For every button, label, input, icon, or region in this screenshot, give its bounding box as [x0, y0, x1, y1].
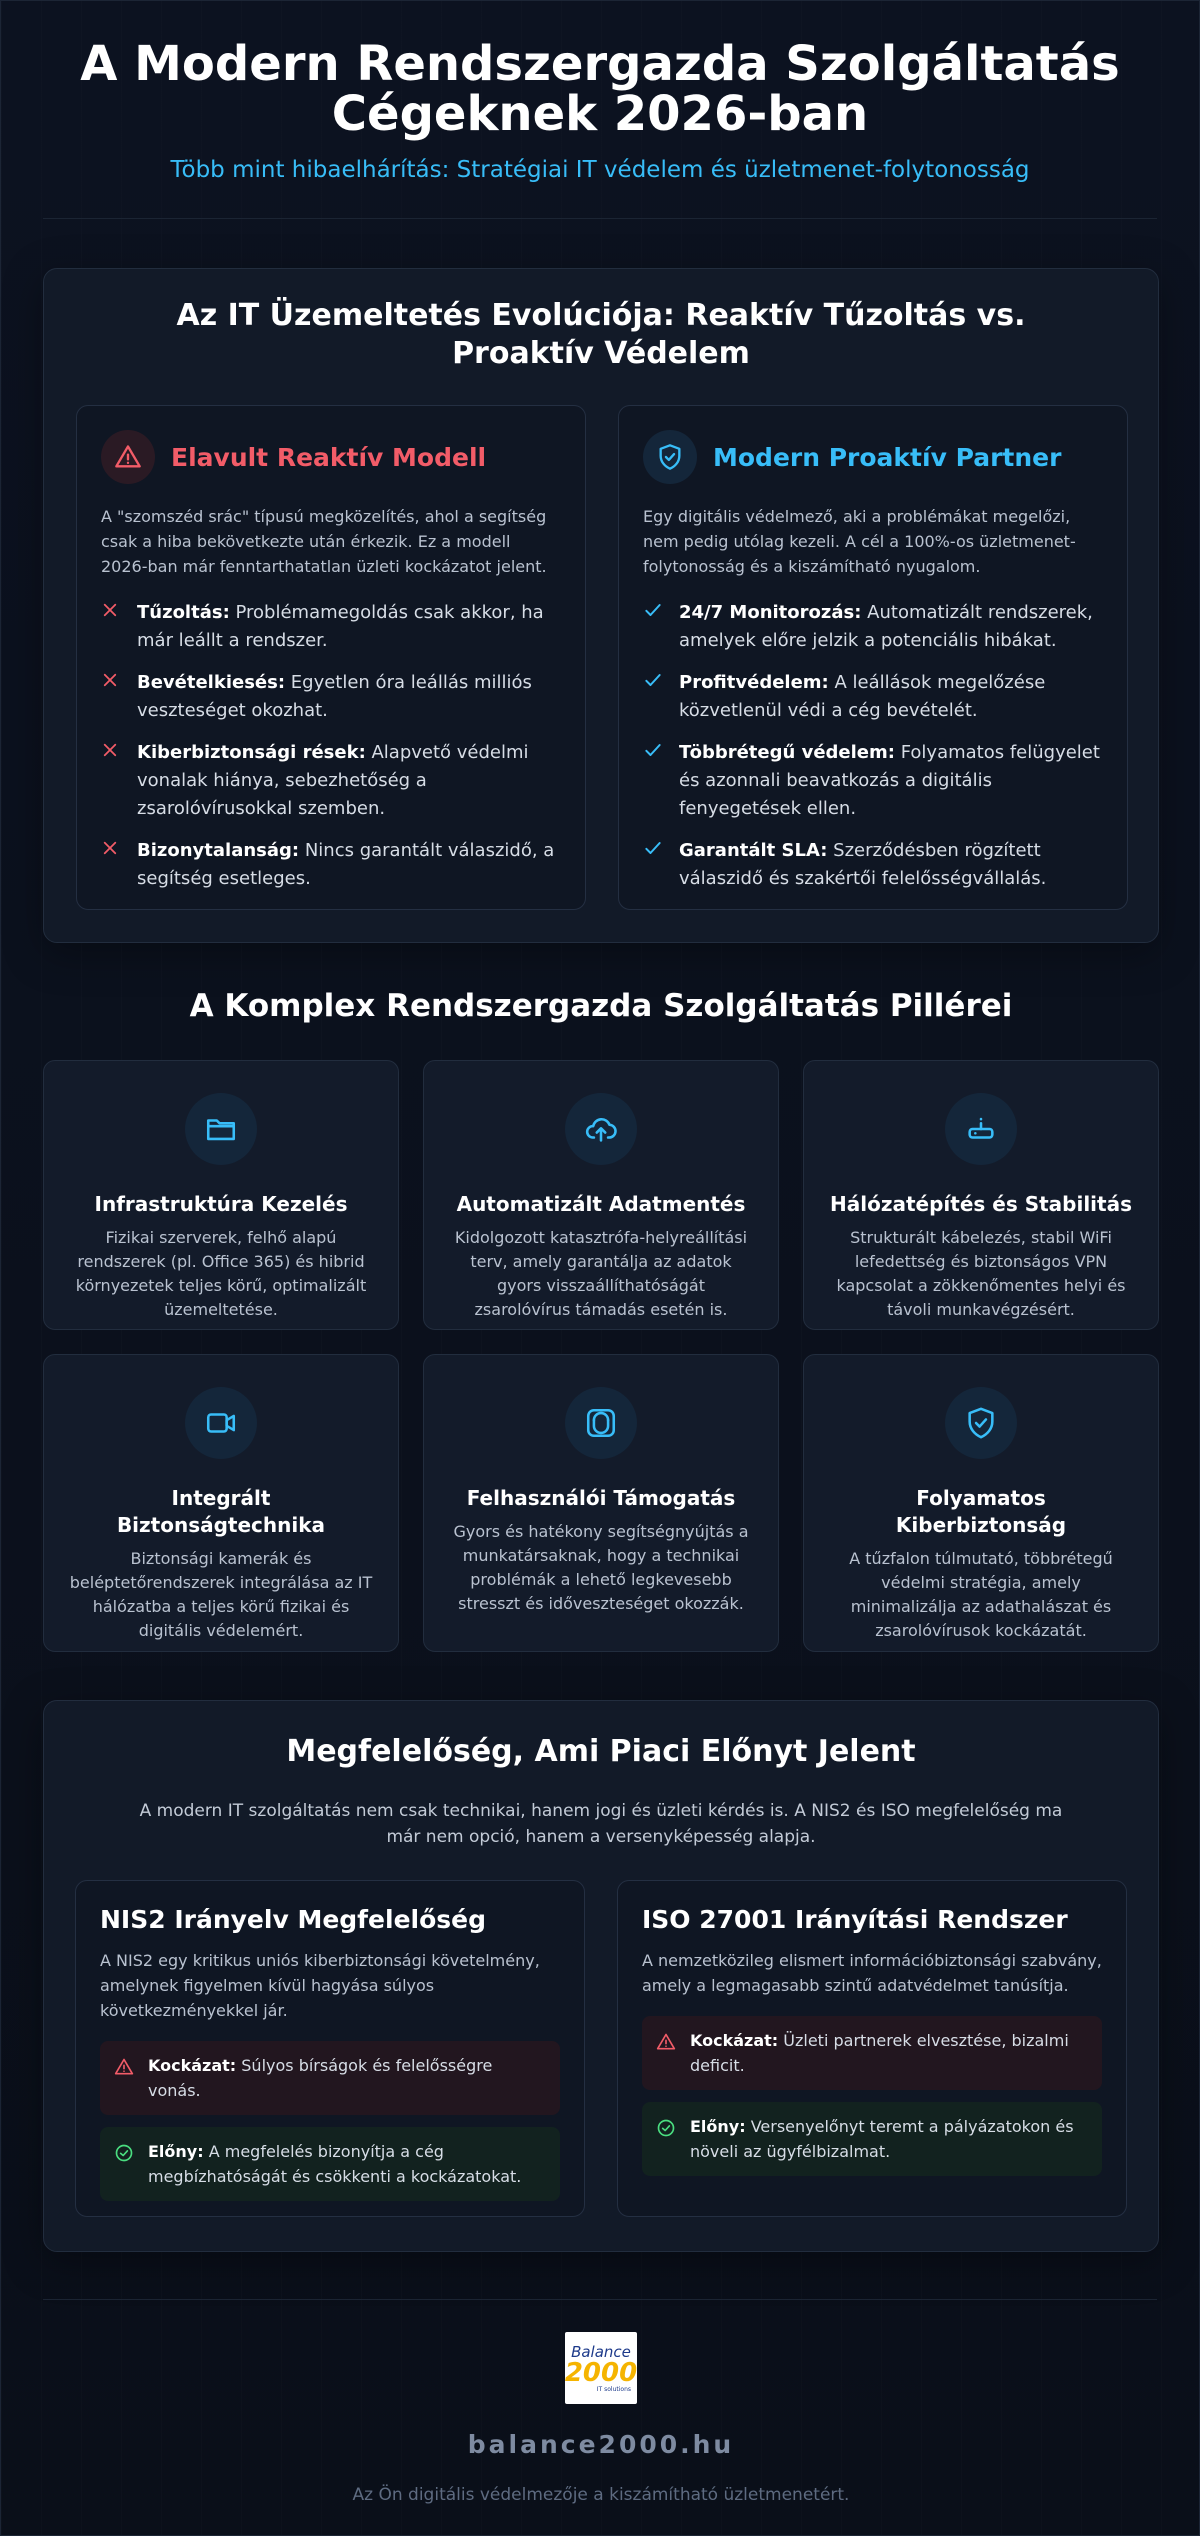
list-item: [101, 837, 561, 893]
iso-card-description: A nemzetközileg elismert információbiztonsági szabvány, amely a legmagasabb szintű adatvédelmet tanúsítja.: [642, 1951, 1102, 1995]
reactive-list: [77, 579, 585, 893]
pillar-card: [803, 1354, 1159, 1652]
benefit-box: [642, 2102, 1102, 2176]
risk-box: [642, 2016, 1102, 2090]
evolution-title: Az IT Üzemeltetés Evolúciója: Reaktív Tűzoltás vs. Proaktív Védelem: [176, 298, 1026, 371]
page-subtitle: Több mint hibaelhárítás: Stratégiai IT védelem és üzletmenet-folytonosság: [170, 157, 1030, 183]
reactive-model-card: [76, 405, 586, 910]
pillar-title: Automatizált Adatmentés: [456, 1192, 746, 1216]
list-item-label: Kiberbiztonsági rések:: [137, 742, 366, 763]
pillar-card: [43, 1060, 399, 1330]
proactive-card-header: [619, 406, 1127, 484]
list-item-label: Tűzoltás:: [137, 602, 230, 623]
logo-text-number: 2000: [564, 2357, 638, 2388]
cloud-upload-icon: [565, 1093, 637, 1165]
list-item-text: Problémamegoldás csak akkor, ha már leállt a rendszer.: [137, 602, 544, 651]
reactive-card-title: Elavult Reaktív Modell: [171, 442, 487, 472]
proactive-card-title: Modern Proaktív Partner: [713, 442, 1062, 472]
pillar-card: [423, 1354, 779, 1652]
pillar-card: [423, 1060, 779, 1330]
list-item-text: Alapvető védelmi vonalak hiánya, sebezhetőség a zsarolóvírusokkal szemben.: [137, 742, 529, 819]
list-item-label: Többrétegű védelem:: [679, 742, 895, 763]
risk-text: Üzleti partnerek elvesztése, bizalmi deficit.: [690, 2031, 1069, 2075]
compliance-title: Megfelelőség, Ami Piaci Előnyt Jelent: [286, 1734, 916, 1769]
benefit-label: Előny:: [690, 2117, 746, 2136]
risk-label: Kockázat:: [690, 2031, 779, 2050]
page-title: A Modern Rendszergazda Szolgáltatás Cégeknek 2026-ban: [80, 36, 1120, 142]
list-item-label: Bizonytalanság:: [137, 840, 300, 861]
nis2-card: [75, 1880, 585, 2217]
proactive-partner-card: [618, 405, 1128, 910]
video-camera-icon: [185, 1387, 257, 1459]
headset-icon: [565, 1387, 637, 1459]
list-item-text: A leállások megelőzése közvetlenül védi a cég bevételét.: [679, 672, 1046, 721]
header: [1, 1, 1199, 183]
x-icon: [101, 837, 137, 893]
list-item-text: Automatizált rendszerek, amelyek előre jelzik a potenciális hibákat.: [679, 602, 1093, 651]
warning-icon: [114, 2053, 148, 2103]
benefit-box: [100, 2127, 560, 2201]
list-item-text: Folyamatos felügyelet és azonnali beavatkozás a digitális fenyegetések ellen.: [679, 742, 1100, 819]
pillar-title: Felhasználói Támogatás: [466, 1486, 736, 1510]
risk-box: [100, 2041, 560, 2115]
list-item: [643, 599, 1103, 655]
proactive-list: [619, 579, 1127, 893]
pillar-card: [803, 1060, 1159, 1330]
footer: [1, 2332, 1200, 2505]
logo-text-top: Balance: [571, 2342, 631, 2361]
list-item-text: Egyetlen óra leállás milliós veszteséget okozhat.: [137, 672, 532, 721]
benefit-label: Előny:: [148, 2142, 204, 2161]
evolution-panel: [43, 268, 1159, 943]
pillar-description: Fizikai szerverek, felhő alapú rendszerek (pl. Office 365) és hibrid környezetek teljes körű, optimalizált üzemeltetése.: [75, 1228, 367, 1319]
pillar-title: Folyamatos Kiberbiztonság: [895, 1486, 1067, 1537]
warning-icon: [101, 430, 155, 484]
list-item-label: Garantált SLA:: [679, 840, 828, 861]
iso27001-card: [617, 1880, 1127, 2217]
shield-check-icon: [945, 1387, 1017, 1459]
list-item-label: 24/7 Monitorozás:: [679, 602, 862, 623]
nis2-card-description: A NIS2 egy kritikus uniós kiberbiztonsági követelmény, amelynek figyelmen kívül hagyása súlyos következményekkel jár.: [100, 1951, 540, 2020]
risk-label: Kockázat:: [148, 2056, 237, 2075]
x-icon: [101, 669, 137, 725]
check-circle-icon: [114, 2139, 148, 2189]
compliance-intro: A modern IT szolgáltatás nem csak technikai, hanem jogi és üzleti kérdés is. A NIS2 és ISO megfelelőség ma már nem opció, hanem a versenyképesség alapja.: [139, 1801, 1063, 1847]
iso-card-title: ISO 27001 Irányítási Rendszer: [642, 1905, 1068, 1934]
pillars-title: A Komplex Rendszergazda Szolgáltatás Pillérei: [189, 988, 1013, 1024]
pillar-title: Integrált Biztonságtechnika: [116, 1486, 326, 1537]
company-logo: [565, 2332, 637, 2404]
list-item-text: Szerződésben rögzített válaszidő és szakértői felelősségvállalás.: [679, 840, 1047, 889]
pillar-description: A tűzfalon túlmutató, többrétegű védelmi stratégia, amely minimalizálja az adathalászat és zsarolóvírusok kockázatát.: [849, 1549, 1113, 1640]
list-item: [643, 739, 1103, 823]
list-item-label: Profitvédelem:: [679, 672, 829, 693]
website-link[interactable]: balance2000.hu: [467, 2430, 735, 2459]
list-item: [101, 599, 561, 655]
risk-text: Súlyos bírságok és felelősségre vonás.: [148, 2056, 493, 2100]
x-icon: [101, 599, 137, 655]
list-item: [643, 669, 1103, 725]
logo-text-tag: IT solutions: [596, 2385, 631, 2393]
footer-divider: [43, 2299, 1157, 2300]
pillar-description: Biztonsági kamerák és beléptetőrendszerek integrálása az IT hálózatba a teljes körű fizikai és digitális védelemért.: [69, 1549, 373, 1640]
pillar-description: Strukturált kábelezés, stabil WiFi lefedettség és biztonságos VPN kapcsolat a zökkenőmentes helyi és távoli munkavégzésért.: [836, 1228, 1126, 1319]
reactive-card-header: [77, 406, 585, 484]
list-item: [643, 837, 1103, 893]
footer-tagline: Az Ön digitális védelmezője a kiszámítható üzletmenetért.: [352, 2485, 850, 2505]
check-icon: [643, 669, 679, 725]
warning-icon: [656, 2028, 690, 2078]
reactive-card-description: A "szomszéd srác" típusú megközelítés, ahol a segítség csak a hiba bekövetkezte után érkezik. Ez a modell 2026-ban már fenntarthatatlan üzleti kockázatot jelent.: [101, 507, 547, 576]
router-icon: [945, 1093, 1017, 1165]
pillar-card: [43, 1354, 399, 1652]
check-icon: [643, 599, 679, 655]
pillar-title: Infrastruktúra Kezelés: [94, 1192, 348, 1216]
nis2-card-title: NIS2 Irányelv Megfelelőség: [100, 1905, 487, 1934]
check-circle-icon: [656, 2114, 690, 2164]
x-icon: [101, 739, 137, 823]
proactive-card-description: Egy digitális védelmező, aki a problémákat megelőzi, nem pedig utólag kezeli. A cél a 100%-os üzletmenet-folytonosság és a kiszámítható nyugalom.: [643, 507, 1076, 576]
pillar-description: Gyors és hatékony segítségnyújtás a munkatársaknak, hogy a technikai problémák a lehető legkevesebb stresszt és időveszteséget okozzák.: [453, 1522, 749, 1613]
list-item-text: Nincs garantált válaszidő, a segítség esetleges.: [137, 840, 555, 889]
benefit-text: Versenyelőnyt teremt a pályázatokon és növeli az ügyfélbizalmat.: [690, 2117, 1074, 2161]
list-item-label: Bevételkiesés:: [137, 672, 286, 693]
list-item: [101, 669, 561, 725]
folder-icon: [185, 1093, 257, 1165]
check-icon: [643, 739, 679, 823]
list-item: [101, 739, 561, 823]
benefit-text: A megfelelés bizonyítja a cég megbízhatóságát és csökkenti a kockázatokat.: [148, 2142, 522, 2186]
header-divider: [43, 218, 1157, 219]
check-icon: [643, 837, 679, 893]
pillar-title: Hálózatépítés és Stabilitás: [830, 1192, 1132, 1216]
shield-check-icon: [643, 430, 697, 484]
pillar-description: Kidolgozott katasztrófa-helyreállítási terv, amely garantálja az adatok gyors visszaállíthatóságát zsarolóvírus támadás esetén is.: [454, 1228, 748, 1319]
